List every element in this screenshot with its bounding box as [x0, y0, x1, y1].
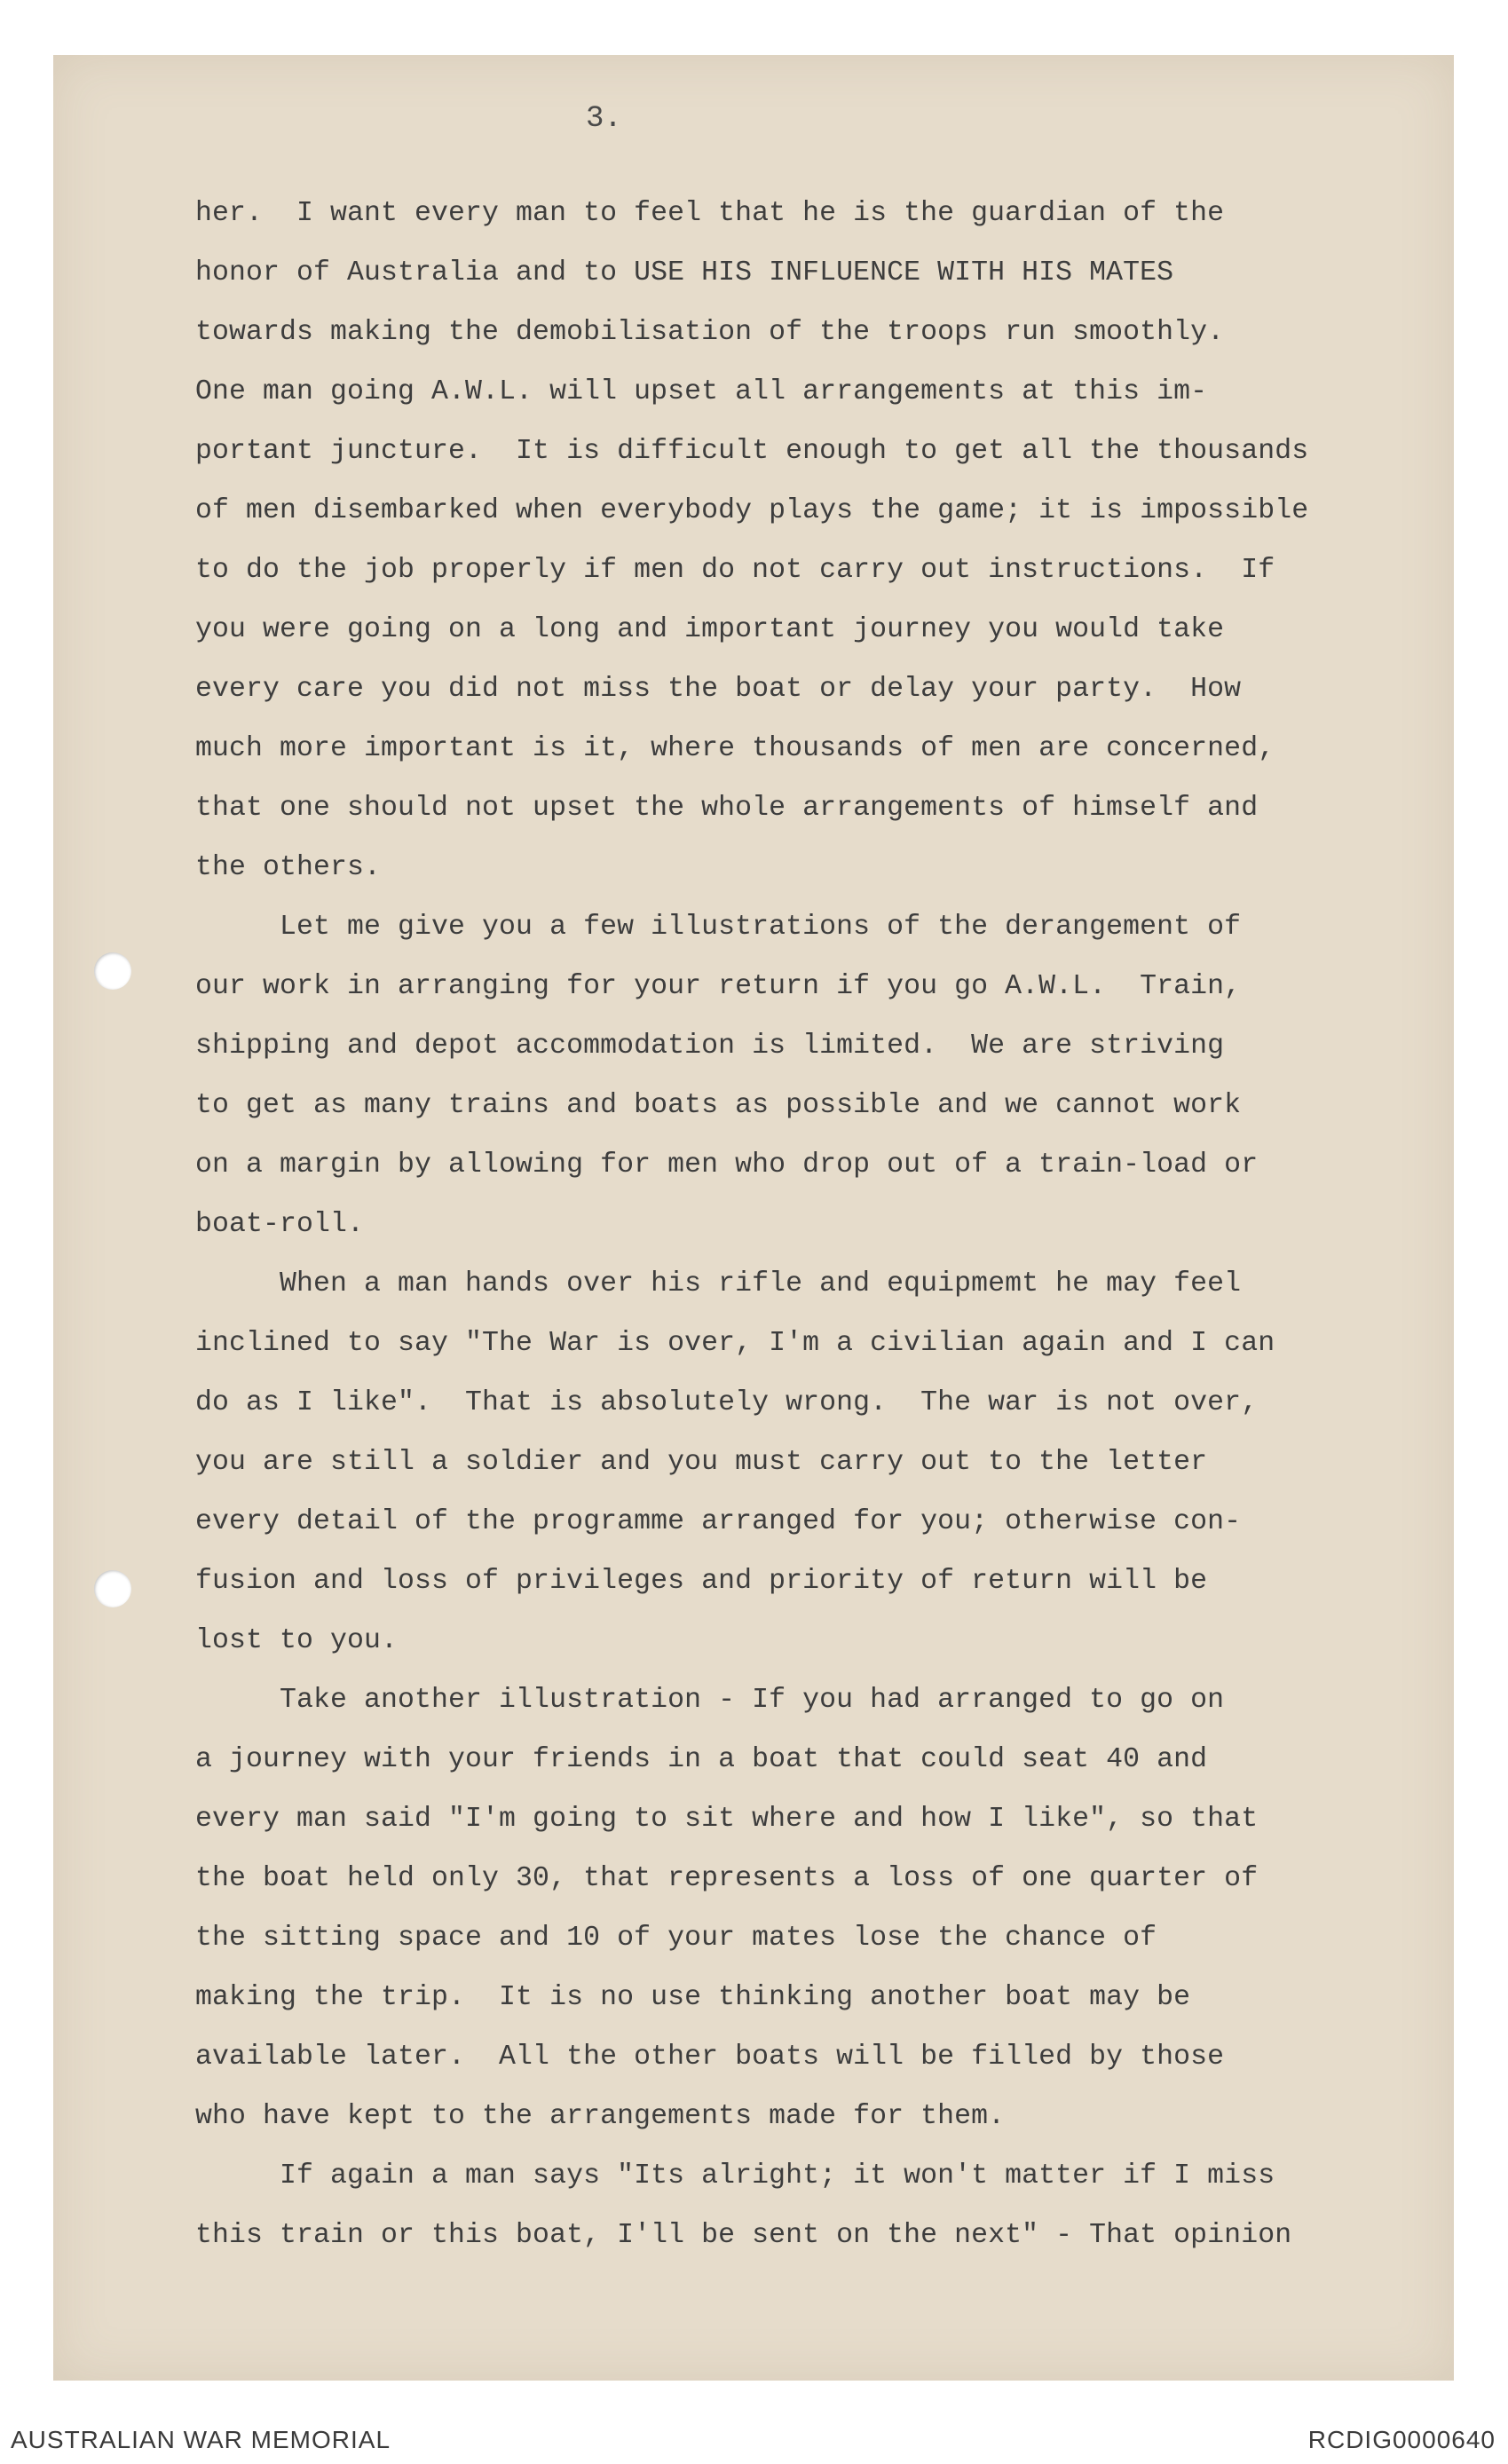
text-line: portant juncture. It is difficult enough to get all the thousands — [195, 436, 1309, 467]
text-line: If again a man says "Its alright; it won't matter if I miss — [195, 2160, 1275, 2192]
text-line: much more important is it, where thousands of men are concerned, — [195, 733, 1275, 764]
text-line: the others. — [195, 852, 382, 883]
text-line: to get as many trains and boats as possible and we cannot work — [195, 1090, 1242, 1121]
typed-body-text — [195, 184, 1402, 2265]
archive-credit: AUSTRALIAN WAR MEMORIAL — [11, 2426, 391, 2453]
text-line: towards making the demobilisation of the troops run smoothly. — [195, 317, 1225, 348]
text-line: fusion and loss of privileges and priority of return will be — [195, 1566, 1208, 1597]
text-line: our work in arranging for your return if you go A.W.L. Train, — [195, 971, 1242, 1002]
text-line: to do the job properly if men do not carry out instructions. If — [195, 555, 1275, 586]
text-line: every care you did not miss the boat or delay your party. How — [195, 674, 1242, 705]
text-line: on a margin by allowing for men who drop out of a train-load or — [195, 1149, 1259, 1181]
punch-hole-lower — [94, 1570, 131, 1607]
text-line: inclined to say "The War is over, I'm a civilian again and I can — [195, 1328, 1275, 1359]
archive-reference: RCDIG0000640 — [1307, 2426, 1496, 2453]
text-line: of men disembarked when everybody plays the game; it is impossible — [195, 495, 1309, 526]
text-line: honor of Australia and to USE HIS INFLUENCE WITH HIS MATES — [195, 257, 1174, 288]
text-line: One man going A.W.L. will upset all arrangements at this im- — [195, 376, 1208, 407]
text-line: making the trip. It is no use thinking another boat may be — [195, 1982, 1191, 2013]
text-line: available later. All the other boats will be filled by those — [195, 2041, 1225, 2073]
punch-hole-upper — [94, 952, 131, 990]
text-line: the boat held only 30, that represents a loss of one quarter of — [195, 1863, 1259, 1894]
text-line: shipping and depot accommodation is limited. We are striving — [195, 1031, 1225, 1062]
page-number: 3. — [586, 102, 622, 136]
text-line: Take another illustration - If you had arranged to go on — [195, 1685, 1225, 1716]
text-line: do as I like". That is absolutely wrong. The war is not over, — [195, 1387, 1259, 1418]
text-line: When a man hands over his rifle and equipmemt he may feel — [195, 1268, 1242, 1299]
text-line: the sitting space and 10 of your mates lose the chance of — [195, 1923, 1157, 1954]
text-line: a journey with your friends in a boat that could seat 40 and — [195, 1744, 1208, 1775]
text-line: lost to you. — [195, 1625, 399, 1656]
text-line: you are still a soldier and you must carry out to the letter — [195, 1447, 1208, 1478]
text-line: this train or this boat, I'll be sent on the next" - That opinion — [195, 2220, 1292, 2251]
text-line: that one should not upset the whole arrangements of himself and — [195, 793, 1259, 824]
text-line: boat-roll. — [195, 1209, 365, 1240]
text-line: her. I want every man to feel that he is the guardian of the — [195, 198, 1225, 229]
text-line: Let me give you a few illustrations of the derangement of — [195, 912, 1242, 943]
text-line: who have kept to the arrangements made for them. — [195, 2101, 1006, 2132]
text-line: every detail of the programme arranged for you; otherwise con- — [195, 1506, 1242, 1537]
text-line: every man said "I'm going to sit where and how I like", so that — [195, 1804, 1259, 1835]
text-line: you were going on a long and important journey you would take — [195, 614, 1225, 645]
